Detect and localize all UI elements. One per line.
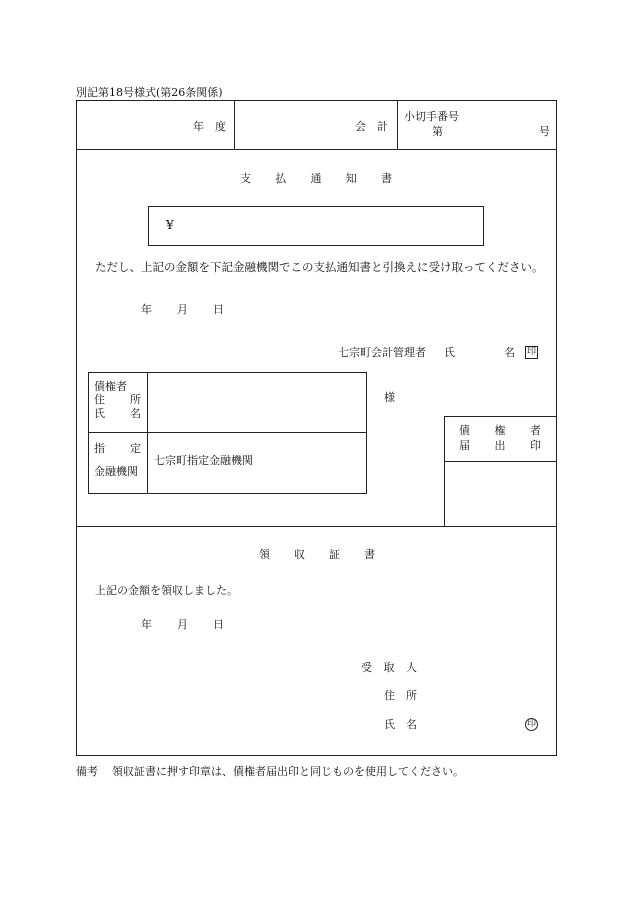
seal-box-top — [444, 416, 557, 417]
notice-title-char: 通 — [310, 172, 322, 185]
receiver-address-label-char: 所 — [406, 689, 417, 702]
receipt-text: 上記の金額を領収しました。 — [95, 584, 238, 597]
receiver-label — [361, 662, 417, 673]
notice-title-char: 知 — [345, 172, 357, 185]
notice-title — [240, 173, 392, 184]
account-label: 会 計 — [355, 120, 388, 133]
instruction-text: ただし、上記の金額を下記金融機関でこの支払通知書と引換えに受け取ってください。 — [95, 260, 544, 274]
receipt-title-char: 書 — [364, 548, 375, 561]
date-month: 月 — [177, 303, 188, 316]
note-text: 領収証書に押す印章は、債権者届出印と同じものを使用してください。 — [112, 765, 464, 778]
date-year: 年 — [141, 303, 152, 316]
note-label: 備考 — [76, 765, 98, 778]
financial-institution-label: 金融機関 — [94, 465, 138, 478]
receipt-date-year: 年 — [141, 618, 152, 631]
designated-label-char: 定 — [130, 442, 141, 455]
receipt-title-char: 領 — [259, 548, 270, 561]
form-caption: 別記第18号様式(第26条関係) — [76, 86, 223, 99]
creditor-label: 債権者 — [94, 380, 127, 393]
financial-institution-value: 七宗町指定金融機関 — [154, 454, 253, 467]
receiver-label-char: 人 — [406, 661, 417, 674]
yen-symbol: ¥ — [166, 218, 174, 232]
receipt-title-char: 収 — [294, 548, 305, 561]
creditor-seal-title-char: 印 — [530, 439, 541, 452]
manager-name-label-2: 名 — [504, 346, 515, 359]
creditor-table-divider — [88, 432, 367, 433]
creditor-name-label-char: 名 — [130, 407, 141, 420]
receiver-label-char: 取 — [383, 661, 395, 674]
creditor-table-divider-v — [147, 372, 148, 494]
address-label — [94, 394, 141, 405]
designated-label-char: 指 — [94, 442, 105, 455]
receiver-label-char: 受 — [361, 661, 372, 674]
creditor-seal-title-char: 権 — [494, 424, 506, 437]
creditor-seal-title-char: 出 — [494, 439, 506, 452]
check-number-dai: 第 — [432, 125, 443, 138]
receiver-address-label — [384, 690, 417, 701]
sama-label: 様 — [384, 391, 395, 404]
check-number-label: 小切手番号 — [404, 110, 459, 123]
receiver-name-label — [384, 719, 417, 730]
creditor-seal-title-char: 届 — [459, 439, 470, 452]
notice-title-char: 支 — [240, 172, 251, 185]
seal-box-mid — [444, 461, 557, 462]
seal-icon: 印 — [526, 347, 536, 357]
receipt-title-char: 証 — [329, 548, 340, 561]
designated-label — [94, 443, 141, 454]
amount-box[interactable] — [148, 206, 484, 246]
creditor-seal-title — [459, 425, 541, 436]
creditor-name-label — [94, 408, 141, 419]
check-number-go: 号 — [539, 125, 550, 138]
manager-name-label-1: 氏 — [444, 346, 455, 359]
creditor-seal-title-2 — [459, 440, 541, 451]
creditor-seal-title-char: 債 — [459, 424, 470, 437]
receipt-title — [259, 549, 375, 560]
receiver-address-label-char: 住 — [384, 689, 395, 702]
receiver-name-label-char: 名 — [406, 718, 417, 731]
receipt-seal-icon: 印 — [526, 719, 536, 729]
header-divider-v1 — [234, 100, 235, 149]
header-divider-v2 — [397, 100, 398, 149]
receipt-date-day: 日 — [213, 618, 224, 631]
creditor-name-label-char: 氏 — [94, 407, 105, 420]
address-label-char: 所 — [130, 393, 141, 406]
notice-title-char: 払 — [275, 172, 287, 185]
header-divider — [76, 149, 557, 150]
notice-title-char: 書 — [381, 172, 392, 185]
year-label: 年 度 — [193, 120, 226, 133]
section-divider — [76, 526, 557, 527]
manager-title: 七宗町会計管理者 — [338, 346, 426, 359]
receiver-name-label-char: 氏 — [384, 718, 395, 731]
receipt-date-month: 月 — [177, 618, 188, 631]
creditor-seal-title-char: 者 — [530, 424, 541, 437]
seal-box-left — [444, 416, 445, 526]
date-day: 日 — [213, 303, 224, 316]
address-label-char: 住 — [94, 393, 105, 406]
